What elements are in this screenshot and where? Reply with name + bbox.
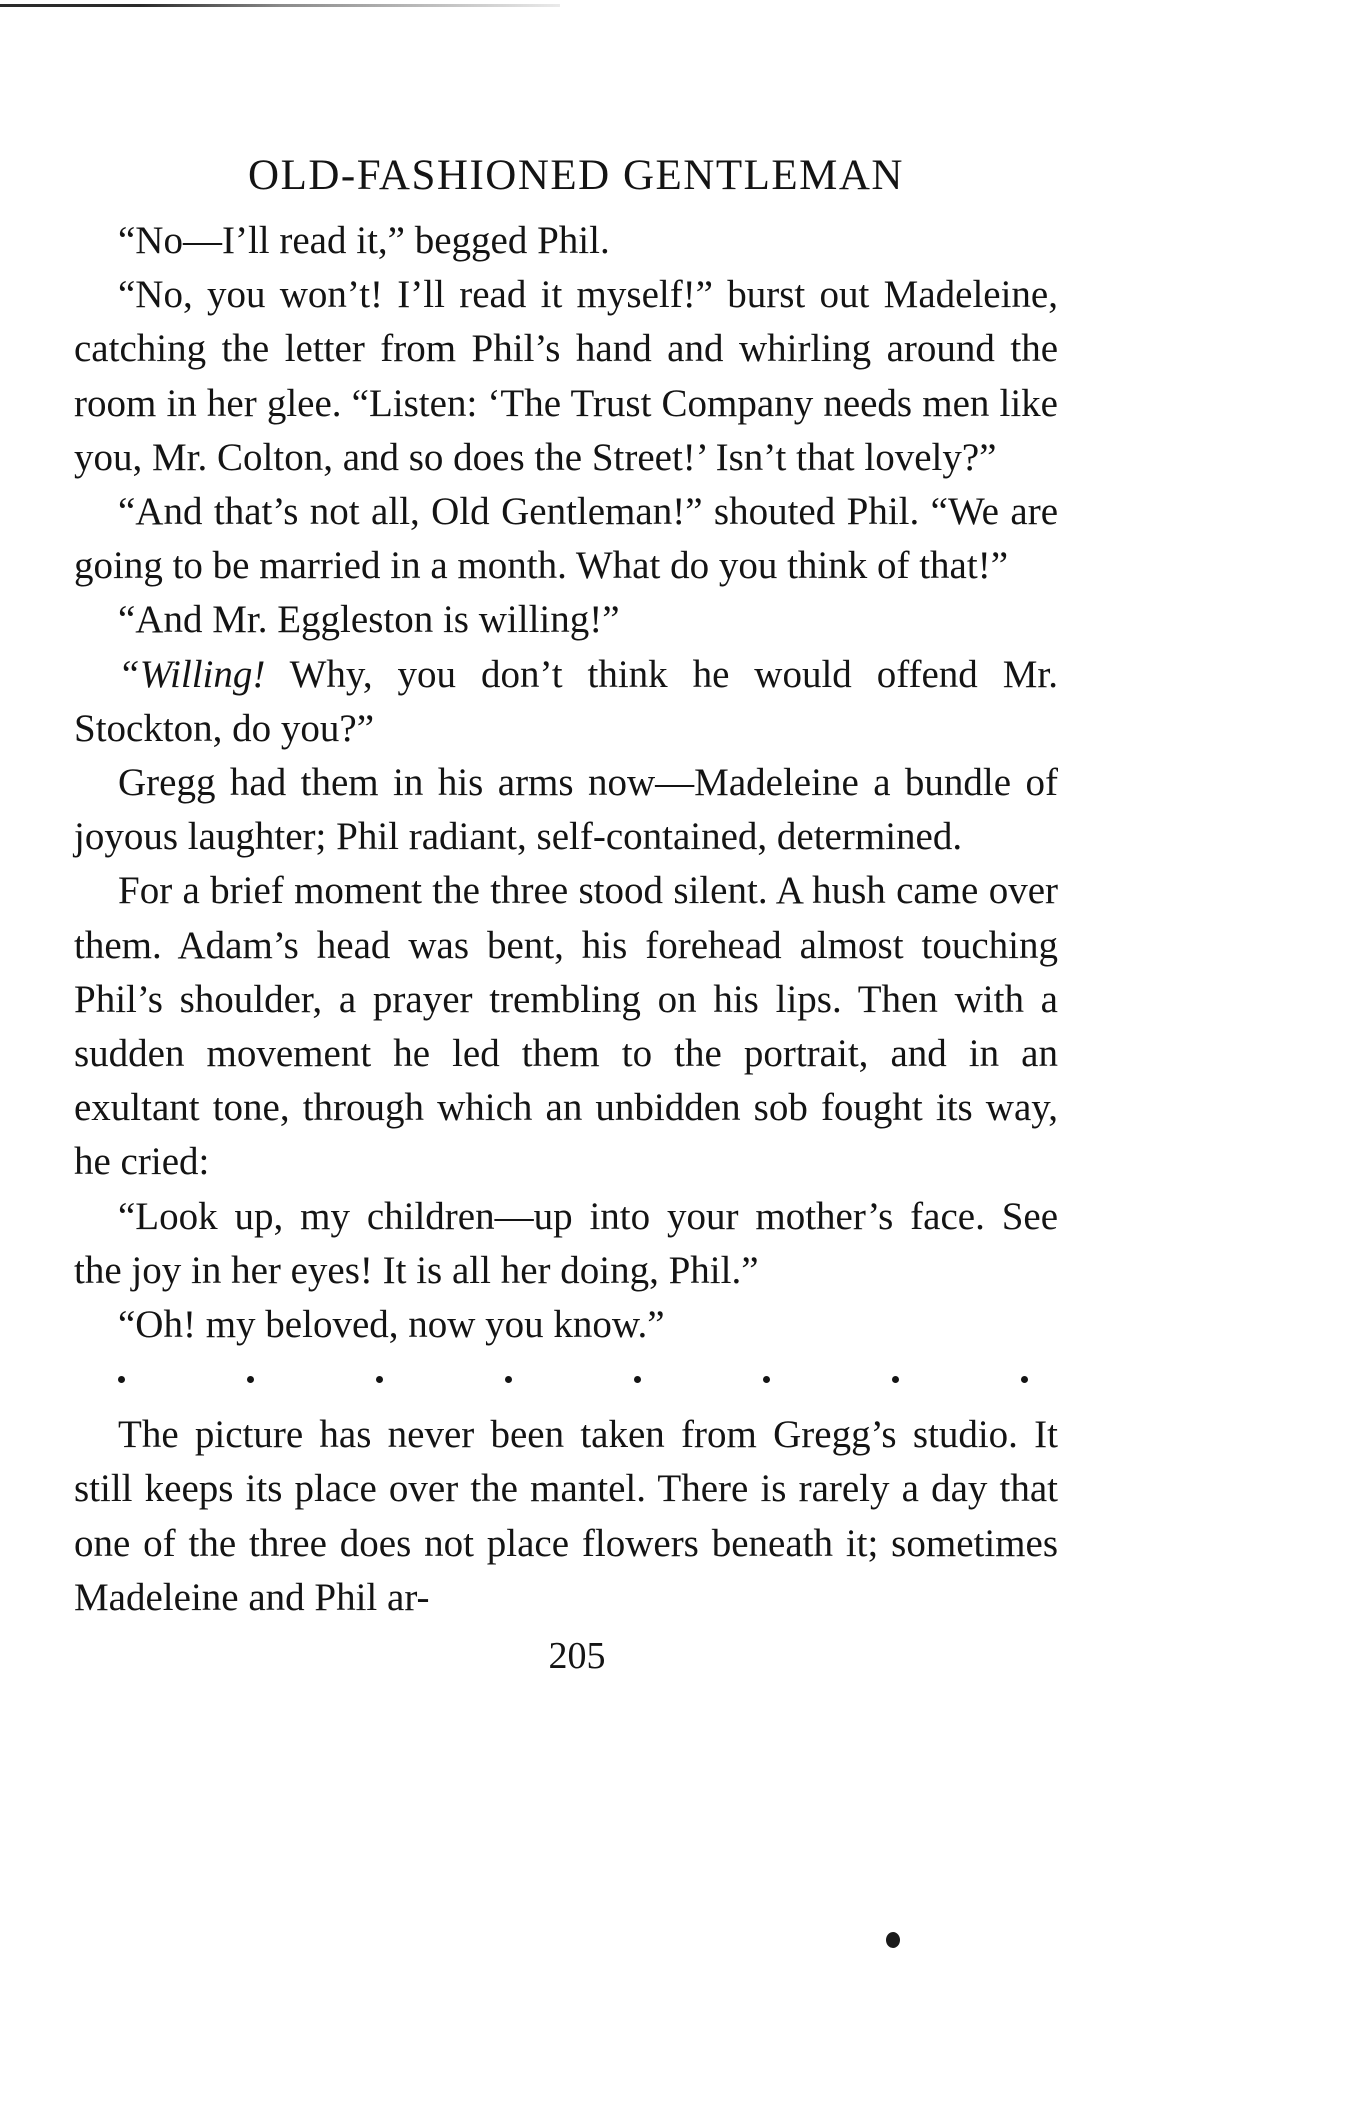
ellipsis-dot <box>505 1376 512 1383</box>
paragraph: “Look up, my children—up into your mother’s face. See the joy in her eyes! It is all her doing, Phil.” <box>74 1194 1058 1292</box>
italic-emphasis: “Willing! <box>118 652 266 696</box>
ellipsis-dot <box>1021 1376 1028 1383</box>
section-break-dots <box>74 1352 1058 1406</box>
paragraph-willing <box>74 648 1058 756</box>
ink-blot <box>886 1932 900 1948</box>
paragraph: Gregg had them in his arms now—Madeleine a bundle of joyous laughter; Phil radiant, self-contained, determined. <box>74 761 1058 859</box>
paragraph: “And Mr. Eggleston is willing!” <box>118 598 620 642</box>
ellipsis-dot <box>634 1376 641 1383</box>
ellipsis-dot <box>247 1376 254 1383</box>
paragraph: “No, you won’t! I’ll read it myself!” burst out Madeleine, catching the letter from Phil’s hand and whirling around the room in her glee. “Listen: ‘The Trust Company needs men like you, Mr. Colton, and so does the Street!’ Isn’t that lovely?” <box>74 273 1058 479</box>
paragraph: “No—I’ll read it,” begged Phil. <box>118 219 610 262</box>
book-page <box>74 148 1058 1683</box>
ellipsis-dot <box>118 1376 125 1383</box>
ellipsis-dot <box>376 1376 383 1383</box>
paragraph-text: Why, you don’t think he would offend Mr. Stockton, do you?” <box>74 652 1058 750</box>
body-text <box>74 214 1058 1625</box>
running-head: OLD-FASHIONED GENTLEMAN <box>248 152 904 199</box>
paragraph: The picture has never been taken from Gregg’s studio. It still keeps its place over the mantel. There is rarely a day that one of the three does not place flowers beneath it; sometimes Madeleine and Phil ar- <box>74 1413 1058 1619</box>
page-number: 205 <box>548 1635 606 1678</box>
paragraph: For a brief moment the three stood silent. A hush came over them. Adam’s head was bent, his forehead almost touching Phil’s shoulder, a prayer trembling on his lips. Then with a sudden movement he led them to the portrait, and in an exultant tone, through which an unbidden sob fought its way, he cried: <box>74 869 1058 1184</box>
ellipsis-dot <box>763 1376 770 1383</box>
paragraph: “Oh! my beloved, now you know.” <box>118 1303 665 1347</box>
paragraph: “And that’s not all, Old Gentleman!” shouted Phil. “We are going to be married in a month. What do you think of that!” <box>74 490 1058 588</box>
ellipsis-dot <box>892 1376 899 1383</box>
top-edge-rule <box>0 4 560 7</box>
